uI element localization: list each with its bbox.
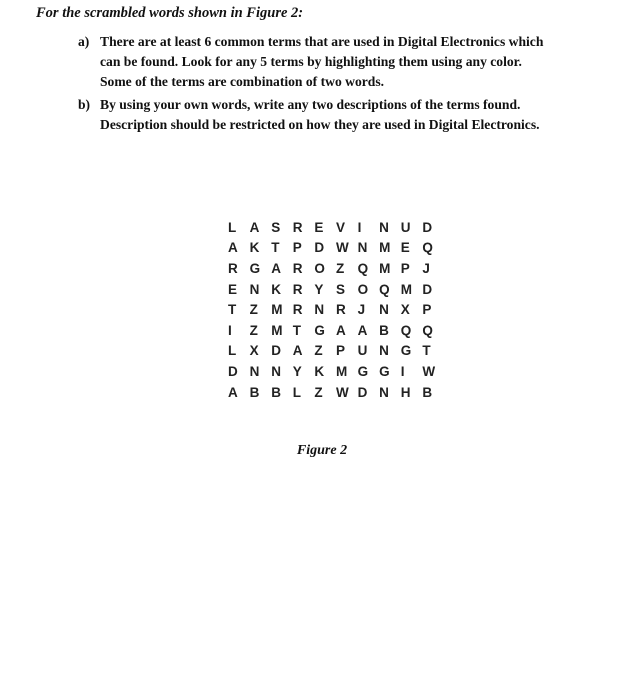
grid-letter: G [400,343,412,359]
grid-letter: N [249,281,260,297]
grid-row [228,320,444,341]
question-body [100,32,608,92]
question-line: There are at least 6 common terms that are used in Digital Electronics which [100,34,544,49]
grid-letter: O [357,281,369,297]
question-body [100,95,608,135]
grid-letter: A [228,384,238,400]
grid-letter: A [271,260,281,276]
grid-letter: B [422,384,433,400]
grid-letter: M [271,302,283,318]
grid-letter: D [357,384,368,400]
grid-letter: R [292,219,303,235]
grid-letter: B [379,322,389,338]
grid-letter: G [314,322,325,338]
grid-letter: G [249,260,261,276]
grid-letter: K [271,281,281,297]
grid-letter: L [228,219,237,235]
grid-letter: D [228,363,238,379]
grid-letter: I [357,219,362,235]
grid-letter: M [379,240,391,256]
grid-letter: A [335,322,346,338]
grid-letter: D [422,281,433,297]
grid-letter: Z [249,302,258,318]
grid-row [228,341,444,362]
grid-letter: Q [357,260,369,276]
grid-letter: A [292,343,303,359]
grid-letter: R [292,281,303,297]
grid-letter: S [271,219,281,235]
grid-row [228,238,444,259]
grid-letter: A [357,322,368,338]
question-line: can be found. Look for any 5 terms by highlighting them using any color. [100,54,522,69]
grid-row [228,382,444,403]
grid-letter: M [379,260,391,276]
grid-letter: D [271,343,281,359]
question-label: a) [78,34,90,49]
grid-letter: X [249,343,259,359]
grid-letter: K [249,240,260,256]
grid-letter: G [357,363,369,379]
grid-letter: Z [335,260,345,276]
grid-letter: D [422,219,433,235]
grid-row [228,258,444,279]
question-a [78,32,608,92]
grid-letter: G [379,363,390,379]
grid-letter: Z [314,384,323,400]
grid-letter: T [271,240,280,256]
grid-letter: L [228,343,237,359]
grid-letter: Q [400,322,412,338]
grid-letter: Y [292,363,302,379]
grid-letter: M [271,322,283,338]
grid-letter: K [314,363,325,379]
question-line: By using your own words, write any two descriptions of the terms found. [100,97,521,112]
grid-letter: T [422,343,431,359]
grid-letter: W [335,384,349,400]
grid-row [228,299,444,320]
grid-letter: P [400,260,410,276]
grid-letter: E [228,281,238,297]
grid-letter: X [400,302,410,318]
grid-letter: Q [422,322,433,338]
grid-letter: N [379,384,389,400]
grid-letter: J [422,260,430,276]
grid-row [228,279,444,300]
grid-letter: R [335,302,346,318]
grid-letter: P [292,240,302,256]
grid-letter: J [357,302,366,318]
figure-caption: Figure 2 [296,443,348,458]
word-search-grid [228,217,444,402]
grid-letter: H [400,384,411,400]
grid-letter: N [379,219,389,235]
grid-letter: A [228,240,238,256]
grid-letter: Q [422,240,433,256]
grid-letter: U [357,343,368,359]
grid-letter: P [422,302,432,318]
grid-letter: N [357,240,368,256]
grid-letter: W [422,363,436,379]
grid-letter: S [335,281,345,297]
grid-letter: P [335,343,345,359]
grid-letter: N [249,363,260,379]
question-line: Description should be restricted on how they are used in Digital Electronics. [100,117,540,132]
grid-letter: N [379,343,389,359]
grid-letter: Q [379,281,390,297]
grid-letter: E [400,240,410,256]
grid-letter: V [335,219,345,235]
grid-letter: A [249,219,260,235]
grid-letter: Y [314,281,324,297]
grid-row [228,361,444,382]
grid-letter: L [292,384,302,400]
grid-letter: M [400,281,412,297]
grid-letter: N [314,302,325,318]
grid-letter: M [335,363,348,379]
grid-letter: U [400,219,411,235]
grid-letter: T [228,302,237,318]
grid-row [228,217,444,238]
grid-letter: T [292,322,302,338]
question-label: b) [78,97,91,112]
grid-letter: R [292,302,303,318]
grid-letter: D [314,240,325,256]
grid-letter: B [249,384,260,400]
question-b [78,95,608,135]
grid-letter: N [379,302,389,318]
grid-letter: W [335,240,349,256]
grid-letter: B [271,384,281,400]
question-line: Some of the terms are combination of two words. [100,74,385,89]
grid-letter: O [314,260,325,276]
grid-letter: N [271,363,281,379]
grid-letter: R [292,260,303,276]
intro-text: For the scrambled words shown in Figure 2: [36,5,304,21]
grid-letter: E [314,219,324,235]
grid-letter: I [228,322,232,338]
grid-letter: Z [314,343,323,359]
grid-letter: I [400,363,405,379]
grid-letter: Z [249,322,258,338]
grid-letter: R [228,260,238,276]
